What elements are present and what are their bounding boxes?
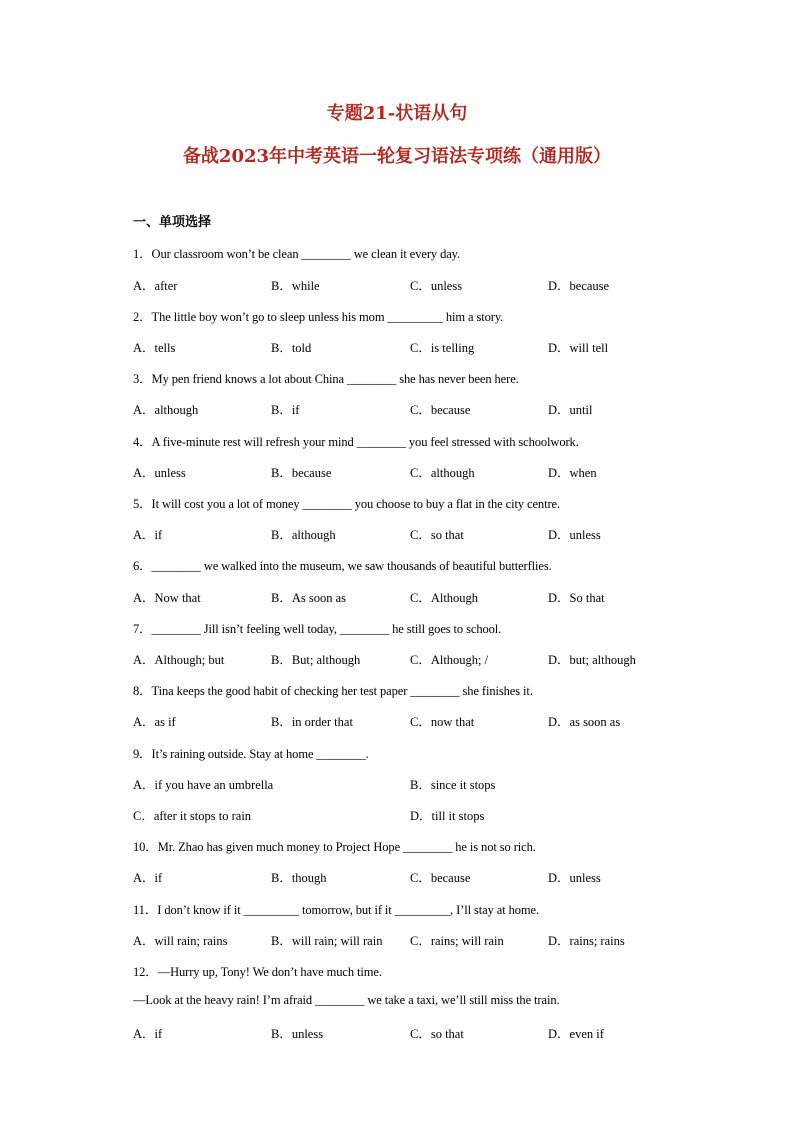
question-stem: 12．—Hurry up, Tony! We don’t have much time. (133, 965, 382, 979)
question-stem: 4．A five-minute rest will refresh your mind ________ you feel stressed with schoolwork. (133, 435, 579, 449)
option-b: B．though (271, 871, 327, 885)
option-c: C．so that (410, 528, 464, 542)
question-stem: 5．It will cost you a lot of money ________ you choose to buy a flat in the city centre. (133, 497, 560, 511)
question-stem: 3．My pen friend knows a lot about China ________ she has never been here. (133, 372, 519, 386)
option-b: B．told (271, 341, 312, 355)
option-d: D．when (548, 466, 597, 480)
option-d: D．rains; rains (548, 934, 625, 948)
option-d: D．until (548, 403, 593, 417)
option-c: C．so that (410, 1027, 464, 1041)
option-b: B．since it stops (410, 778, 496, 792)
option-d: D．as soon as (548, 715, 621, 729)
option-c: C．unless (410, 279, 463, 293)
question-stem: 2．The little boy won’t go to sleep unless his mom _________ him a story. (133, 310, 504, 324)
option-b: B．because (271, 466, 332, 480)
option-a: A．as if (133, 715, 176, 729)
option-d: D．even if (548, 1027, 604, 1041)
option-a: A．Now that (133, 591, 201, 605)
question-stem: 9．It’s raining outside. Stay at home ________. (133, 747, 369, 761)
question-stem-dialogue: —Look at the heavy rain! I’m afraid ________ we take a taxi, we’ll still miss the train. (133, 993, 560, 1007)
option-d: D．unless (548, 871, 601, 885)
option-c: C．now that (410, 715, 475, 729)
option-a: A．although (133, 403, 199, 417)
option-c: C．Although; / (410, 653, 489, 667)
option-a: A．if (133, 871, 163, 885)
option-a: A．Although; but (133, 653, 225, 667)
option-c: C．rains; will rain (410, 934, 504, 948)
option-d: D．but; although (548, 653, 636, 667)
option-c: C．Although (410, 591, 479, 605)
option-a: A．after (133, 279, 178, 293)
option-d: D．So that (548, 591, 605, 605)
option-b: B．if (271, 403, 300, 417)
option-c: C．because (410, 403, 471, 417)
option-b: B．unless (271, 1027, 324, 1041)
option-b: B．As soon as (271, 591, 347, 605)
option-a: A．if (133, 528, 163, 542)
option-b: B．although (271, 528, 336, 542)
question-stem: 1．Our classroom won’t be clean ________ we clean it every day. (133, 247, 461, 261)
question-stem: 6．________ we walked into the museum, we saw thousands of beautiful butterflies. (133, 559, 552, 573)
option-d: D．unless (548, 528, 601, 542)
option-d: D．till it stops (410, 809, 485, 823)
option-b: B．will rain; will rain (271, 934, 383, 948)
option-a: A．will rain; rains (133, 934, 228, 948)
section-heading: 一、单项选择 (133, 215, 212, 230)
option-b: B．while (271, 279, 320, 293)
option-b: B．in order that (271, 715, 353, 729)
document-subtitle: 备战2023年中考英语一轮复习语法专项练（通用版） (182, 146, 612, 167)
question-stem: 10．Mr. Zhao has given much money to Project Hope ________ he is not so rich. (133, 840, 536, 854)
option-a: A．if (133, 1027, 163, 1041)
option-b: B．But; although (271, 653, 361, 667)
option-d: D．will tell (548, 341, 609, 355)
question-stem: 7．________ Jill isn’t feeling well today, ________ he still goes to school. (133, 622, 502, 636)
option-d: D．because (548, 279, 610, 293)
question-stem: 8．Tina keeps the good habit of checking her test paper ________ she finishes it. (133, 684, 533, 698)
option-c: C．after it stops to rain (133, 809, 252, 823)
question-stem: 11．I don’t know if it _________ tomorrow, but if it _________, I’ll stay at home. (133, 903, 539, 917)
document-title: 专题21-状语从句 (326, 103, 468, 124)
option-c: C．because (410, 871, 471, 885)
option-a: A．tells (133, 341, 176, 355)
option-a: A．if you have an umbrella (133, 778, 274, 792)
option-c: C．is telling (410, 341, 475, 355)
option-a: A．unless (133, 466, 186, 480)
option-c: C．although (410, 466, 475, 480)
